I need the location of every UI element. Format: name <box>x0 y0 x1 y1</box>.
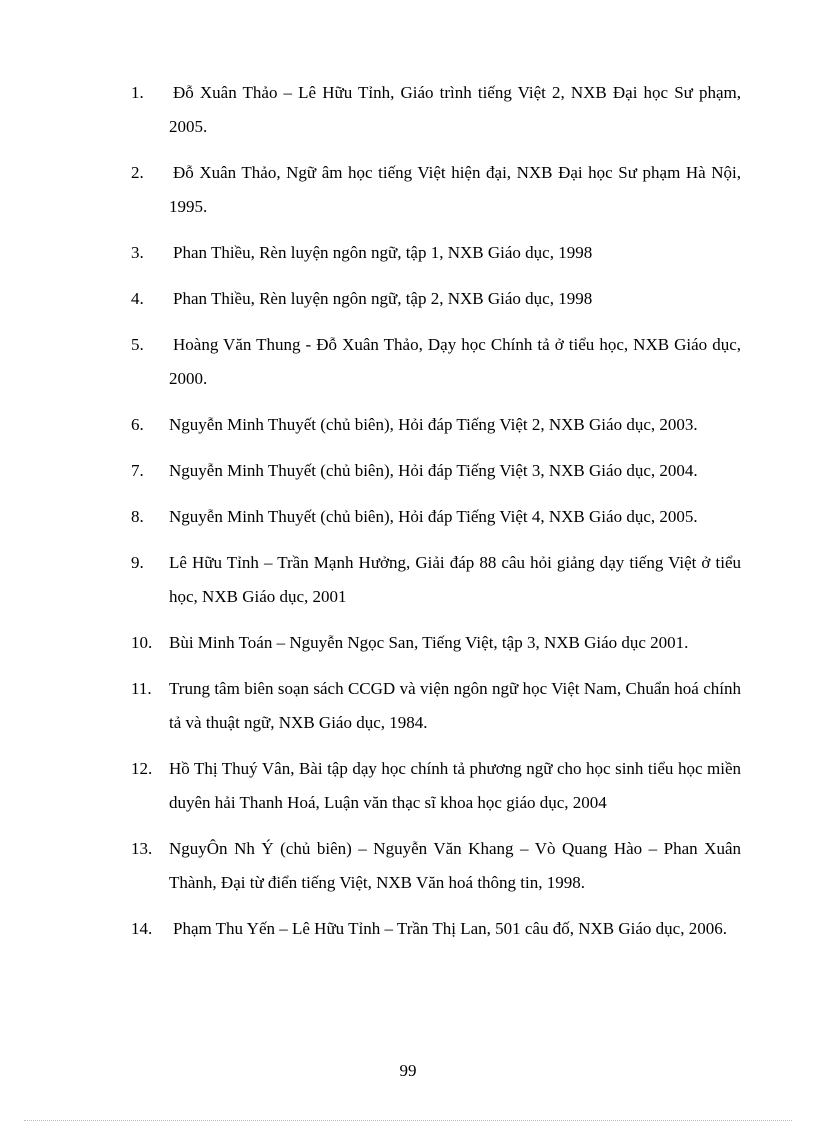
reference-number: 5. <box>131 335 144 354</box>
reference-text: Đỗ Xuân Thảo, Ngữ âm học tiếng Việt hiện đại, NXB Đại học Sư phạm Hà Nội, 1995. <box>169 163 741 216</box>
reference-item <box>0 832 816 900</box>
reference-text: Hồ Thị Thuý Vân, Bài tập dạy học chính tả phương ngữ cho học sinh tiểu học miền duyên hải Thanh Hoá, Luận văn thạc sĩ khoa học giáo dục, 2004 <box>169 759 741 812</box>
reference-item <box>0 500 816 534</box>
reference-number: 11. <box>131 679 152 698</box>
reference-text: Nguyễn Minh Thuyết (chủ biên), Hỏi đáp Tiếng Việt 2, NXB Giáo dục, 2003. <box>169 415 698 434</box>
reference-number: 2. <box>131 163 144 182</box>
reference-item <box>0 328 816 396</box>
reference-number: 7. <box>131 461 144 480</box>
reference-item <box>0 236 816 270</box>
reference-item <box>0 912 816 946</box>
reference-number: 8. <box>131 507 144 526</box>
reference-number: 1. <box>131 83 144 102</box>
reference-text: Phan Thiều, Rèn luyện ngôn ngữ, tập 1, NXB Giáo dục, 1998 <box>173 243 593 262</box>
reference-text: Bùi Minh Toán – Nguyễn Ngọc San, Tiếng Việt, tập 3, NXB Giáo dục 2001. <box>169 633 689 652</box>
reference-item <box>0 672 816 740</box>
reference-text: Trung tâm biên soạn sách CCGD và viện ngôn ngữ học Việt Nam, Chuẩn hoá chính tả và thuật ngữ, NXB Giáo dục, 1984. <box>169 679 741 732</box>
reference-text: NguyÔn Nh Ý (chủ biên) – Nguyễn Văn Khang – Vò Quang Hào – Phan Xuân Thành, Đại từ điển tiếng Việt, NXB Văn hoá thông tin, 1998. <box>169 839 741 892</box>
reference-number: 13. <box>131 839 153 858</box>
reference-number: 4. <box>131 289 144 308</box>
reference-number: 12. <box>131 759 153 778</box>
reference-number: 6. <box>131 415 144 434</box>
reference-number: 3. <box>131 243 144 262</box>
page-number: 99 <box>399 1061 417 1080</box>
reference-item <box>0 626 816 660</box>
reference-item <box>0 408 816 442</box>
reference-text: Nguyễn Minh Thuyết (chủ biên), Hỏi đáp Tiếng Việt 3, NXB Giáo dục, 2004. <box>169 461 698 480</box>
page-bottom-divider <box>24 1120 792 1121</box>
reference-list <box>0 76 816 958</box>
reference-number: 9. <box>131 553 144 572</box>
reference-text: Nguyễn Minh Thuyết (chủ biên), Hỏi đáp Tiếng Việt 4, NXB Giáo dục, 2005. <box>169 507 698 526</box>
reference-text: Phạm Thu Yến – Lê Hữu Tỉnh – Trần Thị Lan, 501 câu đố, NXB Giáo dục, 2006. <box>173 919 727 938</box>
reference-item <box>0 76 816 144</box>
reference-text: Đỗ Xuân Thảo – Lê Hữu Tỉnh, Giáo trình tiếng Việt 2, NXB Đại học Sư phạm, 2005. <box>169 83 741 136</box>
reference-item <box>0 454 816 488</box>
reference-text: Phan Thiều, Rèn luyện ngôn ngữ, tập 2, NXB Giáo dục, 1998 <box>173 289 593 308</box>
reference-text: Hoàng Văn Thung - Đỗ Xuân Thảo, Dạy học Chính tả ở tiểu học, NXB Giáo dục, 2000. <box>169 335 741 388</box>
reference-text: Lê Hữu Tỉnh – Trần Mạnh Hưởng, Giải đáp 88 câu hỏi giảng dạy tiếng Việt ở tiểu học, NXB Giáo dục, 2001 <box>169 553 741 606</box>
reference-number: 10. <box>131 633 153 652</box>
reference-item <box>0 546 816 614</box>
reference-item <box>0 156 816 224</box>
reference-item <box>0 752 816 820</box>
reference-number: 14. <box>131 919 153 938</box>
reference-item <box>0 282 816 316</box>
